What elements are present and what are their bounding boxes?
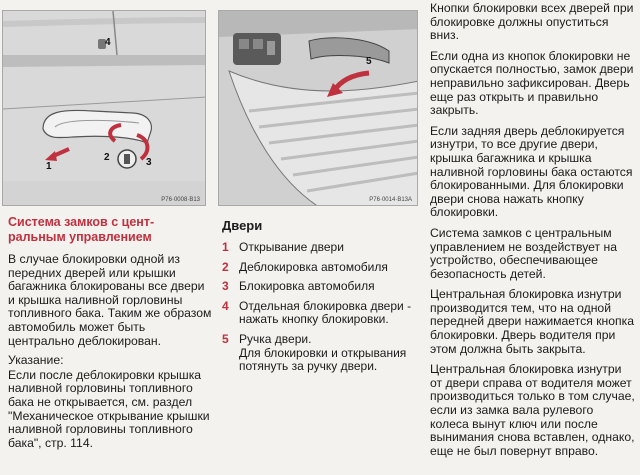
- note-label: Указание:: [8, 353, 64, 368]
- heading-line-2: ральным управлением: [8, 230, 152, 244]
- figure-door-interior: [218, 10, 418, 206]
- item-subtext: Для блокировки и открывания потянуть за ручку двери.: [239, 345, 407, 374]
- list-item: [222, 241, 422, 255]
- paragraph: Если задняя дверь деблокируется изнутри, то все другие двери, крышка багажника и крышка наливной горловины бака остаются блокированными. Для блокировки двери снова нажать кнопку блокировки.: [430, 123, 633, 220]
- callout-1: 1: [46, 161, 52, 172]
- item-text: Деблокировка автомобиля: [239, 259, 388, 274]
- figure-door-handle-exterior: [2, 10, 206, 206]
- item-text: Блокировка автомобиля: [239, 279, 375, 294]
- list-item: [222, 300, 422, 327]
- item-number: 3: [222, 279, 229, 294]
- list-item: [222, 333, 422, 374]
- figure-code-left: P76·0008·B13: [161, 197, 200, 203]
- item-text: Отдельная блокировка двери - нажать кнопку блокировки.: [239, 298, 412, 327]
- callout-2: 2: [104, 152, 110, 163]
- paragraph: Центральная блокировка изнутри производится тем, что на одной передней двери нажимается кнопка блокировки. Дверь водителя при этом должна быть закрыта.: [430, 287, 635, 356]
- left-column: [8, 212, 213, 456]
- middle-column: [222, 212, 422, 380]
- item-text-group: [239, 333, 422, 374]
- item-number: 2: [222, 259, 229, 274]
- paragraph: Система замков с центральным управлением не воздействует на устройство, обеспечивающее безопасность детей.: [430, 225, 617, 281]
- item-text: Ручка двери.: [239, 331, 312, 346]
- list-item: [222, 261, 422, 275]
- central-locking-paragraph: В случае блокировки одной из передних дверей или крышки багажника блокированы все двери и крышка наливной горловины топливного бака. Таким же образом автомобиль может быть центрально деблокирован.: [8, 252, 212, 348]
- central-locking-heading: [8, 215, 213, 245]
- door-interior-illustration: [219, 11, 418, 206]
- note-text: Если после деблокировки крышка наливной горловины топливного бака не открывается, см. раздел "Механическое открывание крышки наливной горловины топливного бака", стр. 114.: [8, 367, 210, 450]
- paragraph: Центральная блокировка изнутри от двери справа от водителя может производиться только в том случае, если из замка вала рулевого колеса вынут ключ или после вынимания снова вставлен, однако, еще не был повернут вправо.: [430, 362, 635, 458]
- paragraph: Если одна из кнопок блокировки не опускается полностью, замок двери неправильно зафиксирован. Дверь еще раз открыть и правильно закрыть.: [430, 48, 634, 118]
- right-column: [430, 2, 635, 465]
- doors-heading: Двери: [222, 218, 263, 233]
- item-number: 4: [222, 298, 229, 313]
- heading-line-1: Система замков с цент-: [8, 215, 155, 229]
- callout-5: 5: [366, 56, 372, 67]
- item-text: Открывание двери: [239, 240, 344, 254]
- figure-code-right: P76·0014·B13A: [369, 197, 412, 203]
- list-item: [222, 280, 422, 294]
- callout-3: 3: [146, 157, 152, 168]
- item-number: 1: [222, 240, 229, 254]
- callout-4: 4: [105, 37, 111, 48]
- item-number: 5: [222, 331, 229, 346]
- paragraph: Кнопки блокировки всех дверей при блокировке должны опуститься вниз.: [430, 1, 634, 43]
